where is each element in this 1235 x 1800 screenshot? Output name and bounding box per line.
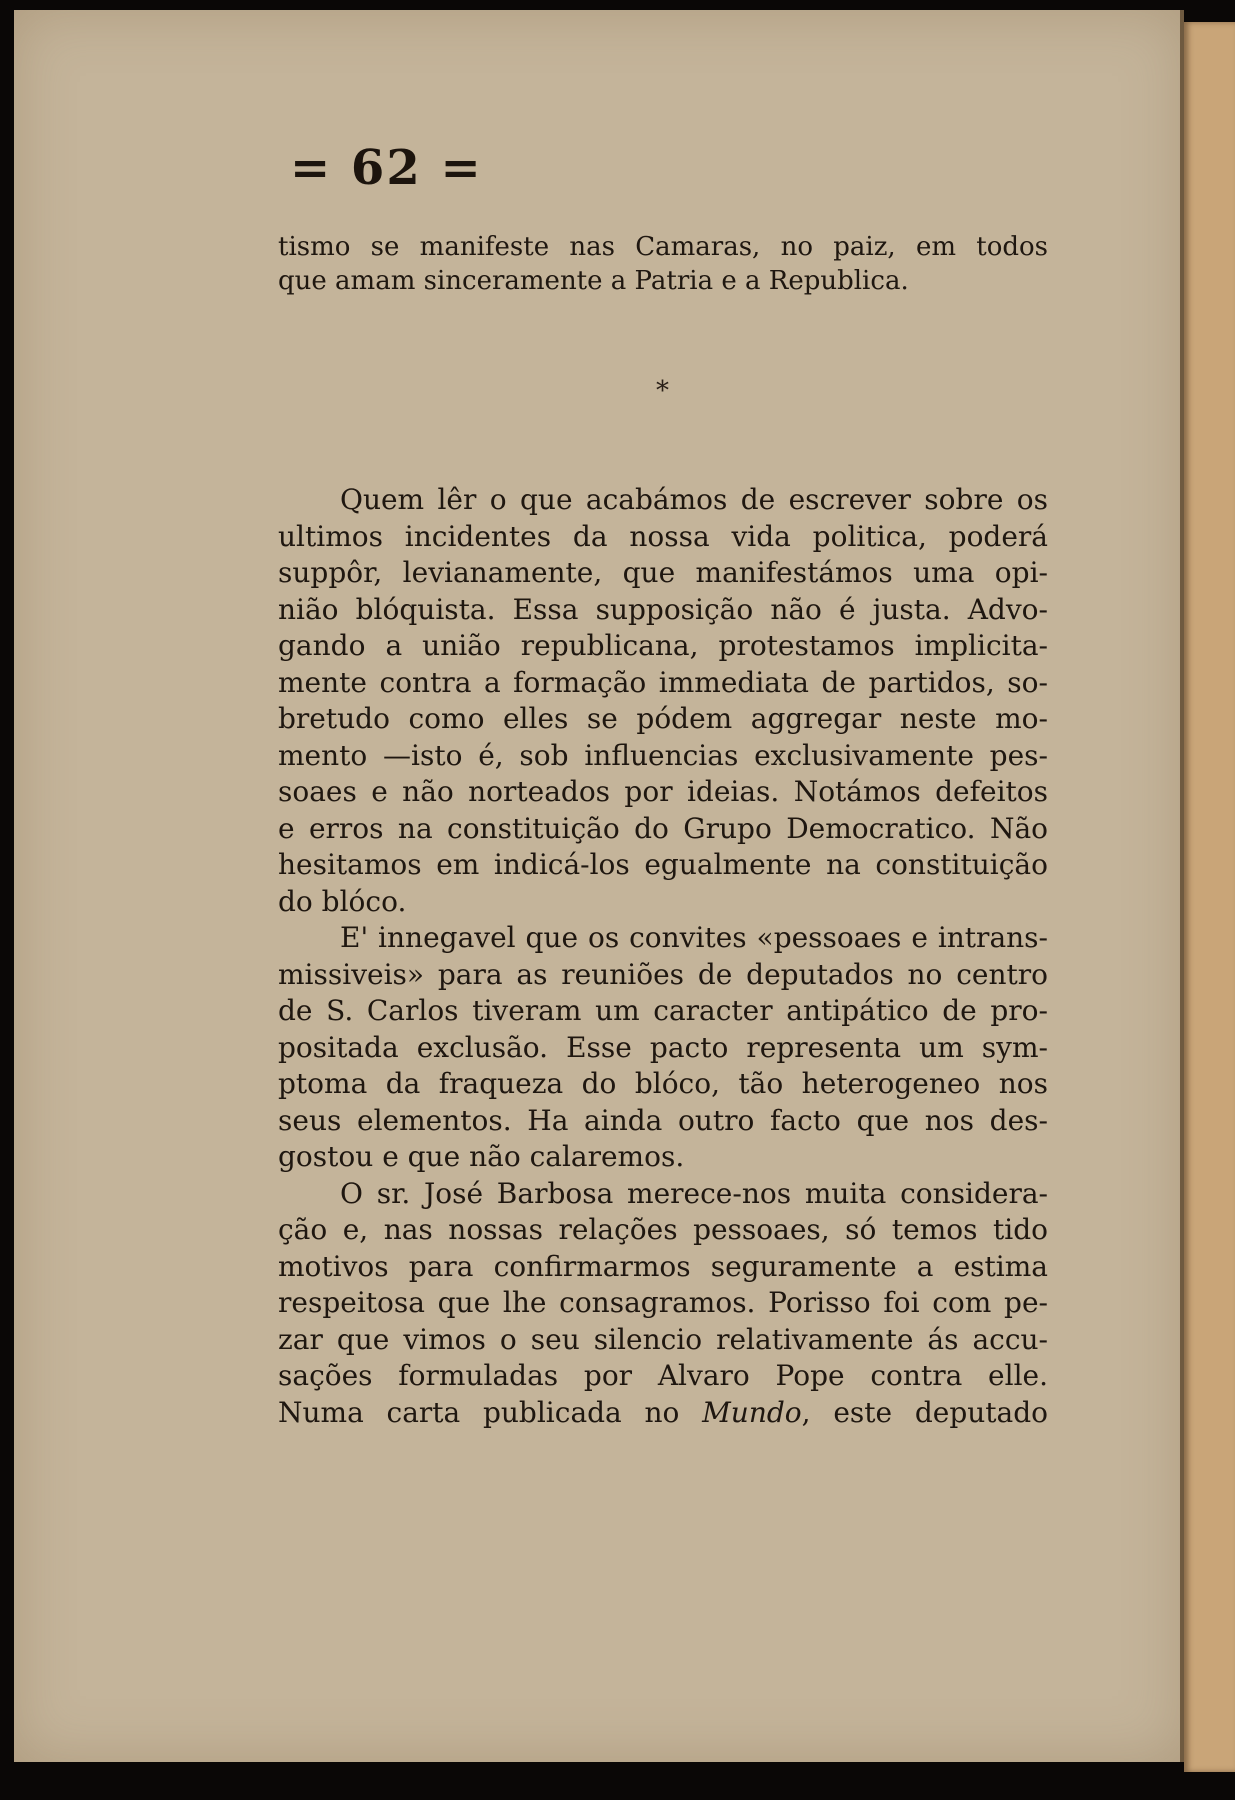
text-line: sações formuladas por Alvaro Pope contra elle.: [278, 1359, 1048, 1392]
text-line: ultimos incidentes da nossa vida politica, poderá: [278, 519, 1048, 553]
text-line: motivos para confirmarmos seguramente a estima: [278, 1249, 1048, 1283]
text-line: positada exclusão. Esse pacto representa um sym-: [278, 1030, 1048, 1064]
page-number: = 62 =: [290, 140, 483, 196]
text-line: gostou e que não calaremos.: [278, 1140, 685, 1173]
text-line: E' innegavel que os convites «pessoaes e intrans-: [340, 921, 1048, 954]
main-text: [278, 482, 1048, 1431]
text-segment: , este deputado: [801, 1395, 1048, 1429]
text-line: que amam sinceramente a Patria e a Republica.: [278, 266, 909, 296]
text-line: hesitamos em indicá-los egualmente na constituição: [278, 848, 1048, 881]
text-line: respeitosa que lhe consagramos. Porisso foi com pe-: [278, 1286, 1048, 1319]
text-line: ção e, nas nossas relações pessoaes, só temos tido: [278, 1213, 1048, 1246]
text-line-final: [278, 1395, 1048, 1432]
section-separator: *: [656, 376, 669, 406]
adjacent-page-edge: [1184, 22, 1235, 1772]
text-line: mente contra a formação immediata de partidos, so-: [278, 665, 1048, 699]
text-line: e erros na constituição do Grupo Democratico. Não: [278, 811, 1048, 845]
text-line: Quem lêr o que acabámos de escrever sobre os: [340, 483, 1048, 516]
text-line: missiveis» para as reuniões de deputados no centro: [278, 957, 1048, 991]
text-line: tismo se manifeste nas Camaras, no paiz, em todos: [278, 232, 1048, 262]
text-line: suppôr, levianamente, que manifestámos uma opi-: [278, 556, 1048, 589]
text-line: O sr. José Barbosa merece-nos muita considera-: [340, 1176, 1048, 1210]
text-line: zar que vimos o seu silencio relativamente ás accu-: [278, 1322, 1048, 1356]
text-line: soaes e não norteados por ideias. Notámos defeitos: [278, 775, 1048, 808]
text-line: mento —isto é, sob influencias exclusivamente pes-: [278, 738, 1048, 772]
text-line: gando a união republicana, protestamos implicita-: [278, 629, 1048, 662]
italic-title: Mundo: [702, 1395, 802, 1429]
text-line: seus elementos. Ha ainda outro facto que nos des-: [278, 1103, 1048, 1137]
text-line: nião blóquista. Essa supposição não é justa. Advo-: [278, 592, 1048, 626]
text-line: ptoma da fraqueza do blóco, tão heterogeneo nos: [278, 1067, 1048, 1100]
text-line: de S. Carlos tiveram um caracter antipático de pro-: [278, 994, 1048, 1027]
intro-paragraph: [278, 230, 1048, 298]
text-line: do blóco.: [278, 884, 407, 918]
text-segment: Numa carta publicada no: [278, 1395, 680, 1429]
text-line: bretudo como elles se pódem aggregar neste mo-: [278, 702, 1048, 735]
